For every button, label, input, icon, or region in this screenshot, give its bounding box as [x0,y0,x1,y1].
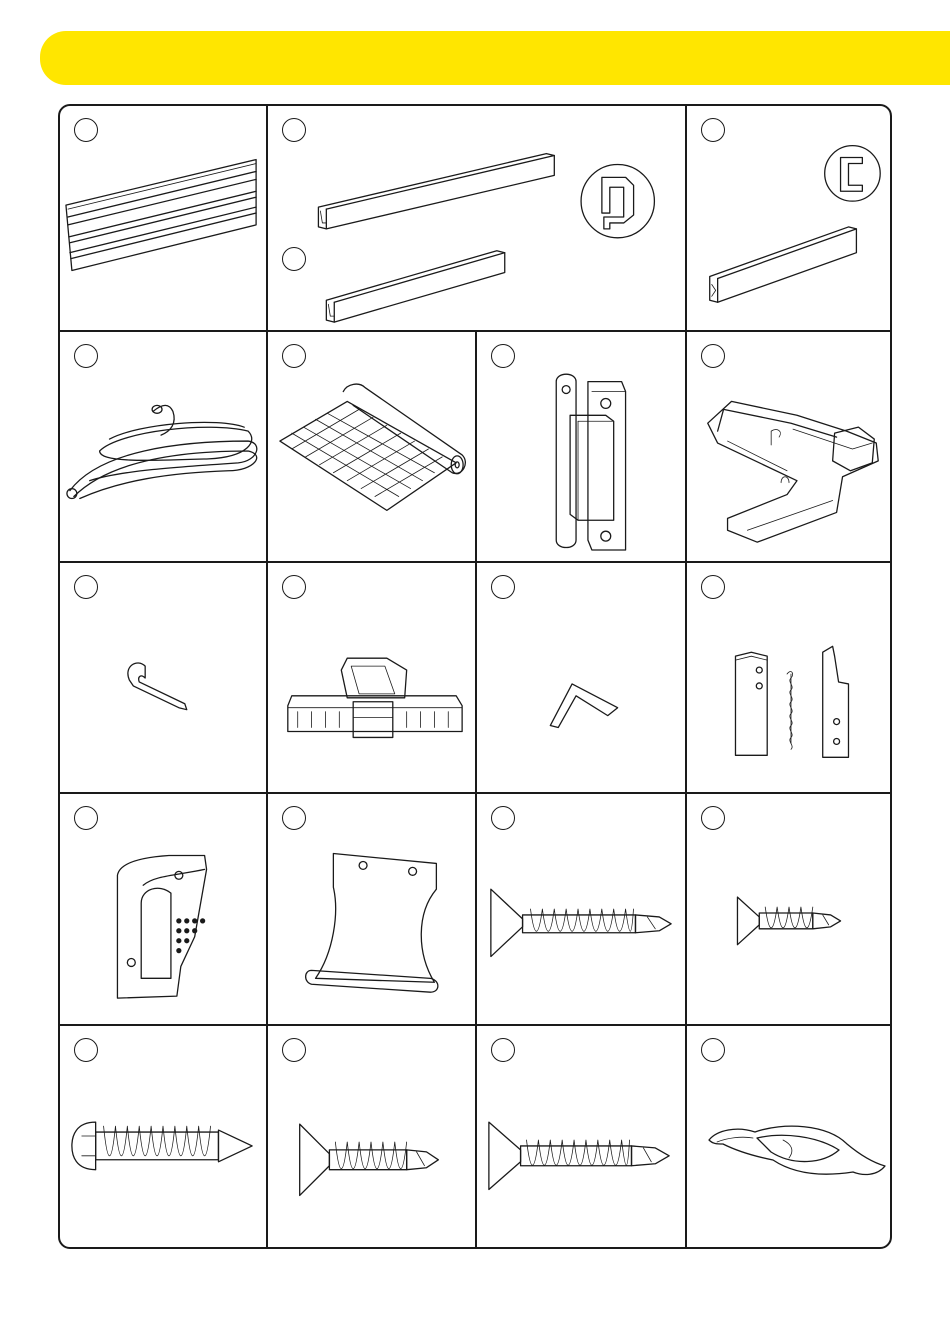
header-banner [40,31,950,85]
countersunk-screw-icon [477,794,685,1024]
part-cell-mesh-strips [60,106,268,332]
part-cell-corner-connector [687,332,892,563]
countersunk-screw-icon [477,1026,685,1249]
part-cell-corner-cover [60,794,268,1026]
t-connector-icon [268,563,475,792]
part-cell-magnet-catch [477,332,687,563]
frame-profile-icon [268,106,685,330]
part-cell-long-countersunk-screw [477,1026,687,1249]
pan-head-screw-icon [60,1026,266,1249]
part-cell-short-drill-screw [687,794,892,1026]
corner-cover-icon [60,794,266,1024]
gasket-cord-icon [60,332,266,561]
part-cell-profile-long [268,106,687,332]
part-cell-pan-head-screw [60,1026,268,1249]
part-cell-t-connector [268,563,477,794]
part-cell-long-drill-screw [477,794,687,1026]
countersunk-screw-icon [268,1026,475,1249]
guide-profile-icon [687,106,892,330]
part-cell-gasket-cord [60,332,268,563]
angle-bracket-icon [477,563,685,792]
corner-connector-icon [687,332,892,561]
part-cell-angle-bracket [477,563,687,794]
part-cell-handle-tool [687,1026,892,1249]
mesh-strips-icon [60,106,266,330]
part-cell-hinge-set [687,563,892,794]
part-cell-profile-guide [687,106,892,332]
handle-tool-icon [687,1026,892,1249]
part-cell-hook-key [60,563,268,794]
part-cell-handle-plate [268,794,477,1026]
magnet-catch-icon [477,332,685,561]
mesh-roll-icon [268,332,475,561]
handle-plate-icon [268,794,475,1024]
parts-grid [58,104,892,1249]
part-cell-short-countersunk-screw [268,1026,477,1249]
hook-key-icon [60,563,266,792]
hinge-set-icon [687,563,892,792]
countersunk-screw-icon [687,794,892,1024]
part-cell-mesh-roll [268,332,477,563]
